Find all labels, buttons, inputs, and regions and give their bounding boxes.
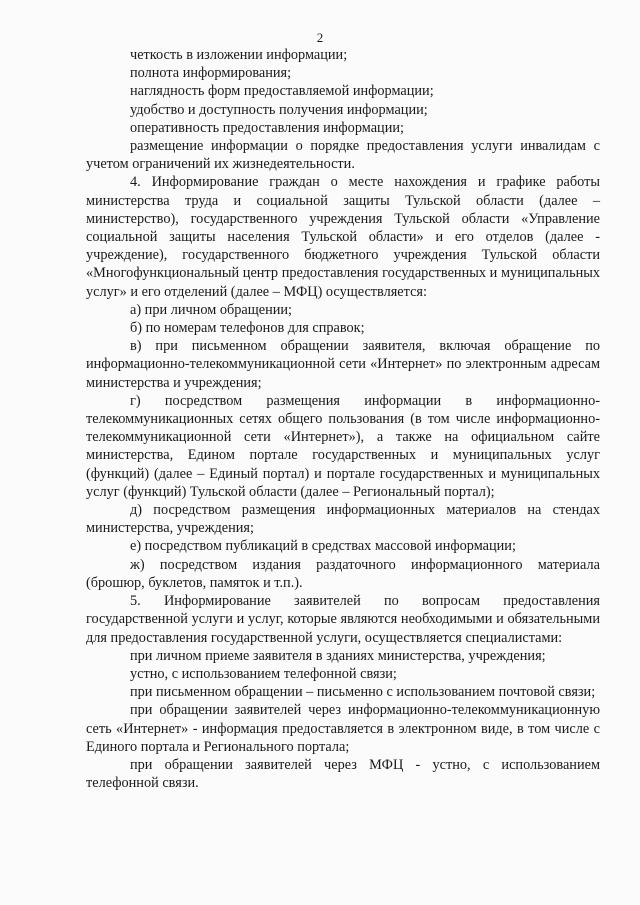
- clause-4-item-g: г) посредством размещения информации в информационно-телекоммуникационных сетях общего пользования (в том числе информационно-телекоммуникационной сети «Интернет»), а также на официальном сайте министерства, Едином портале государственных и муниципальных услуг (функций) (далее – Единый портал) и портале государственных и муниципальных услуг (функций) Тульской области (далее – Региональный портал);: [86, 392, 600, 500]
- list-item-promptness: оперативность предоставления информации;: [130, 119, 404, 136]
- list-item-visual-forms: наглядность форм предоставляемой информации;: [130, 83, 434, 100]
- clause-5-item-phone: устно, с использованием телефонной связи;: [130, 665, 397, 682]
- clause-5-item-written: при письменном обращении – письменно с использованием почтовой связи;: [130, 684, 596, 701]
- list-item-completeness: полнота информирования;: [130, 65, 292, 82]
- clause-4-paragraph: 4. Информирование граждан о месте нахождения и графике работы министерства труда и социальной защиты Тульской области (далее – министерство), государственного учреждения Тульской области «Управление социальной защиты населения Тульской области» и его отделов (далее - учреждение), государственного бюджетного учреждения Тульской области «Многофункциональный центр предоставления государственных и муниципальных услуг» и его отделений (далее – МФЦ) осуществляется:: [86, 174, 600, 300]
- clause-5-paragraph: 5. Информирование заявителей по вопросам предоставления государственной услуги и услуг, которые являются необходимыми и обязательными для предоставления государственной услуги, осуществляется специалистами:: [86, 593, 600, 646]
- clause-5-item-internet: при обращении заявителей через информационно-телекоммуникационную сеть «Интернет» - информация предоставляется в электронном виде, в том числе с Единого портала и Регионального портала;: [86, 702, 600, 755]
- clause-5-item-personal: при личном приеме заявителя в зданиях министерства, учреждения;: [130, 647, 546, 664]
- document-body: [86, 46, 600, 792]
- clause-4-item-d: д) посредством размещения информационных материалов на стендах министерства, учреждения;: [86, 502, 600, 537]
- clause-4-item-v: в) при письменном обращении заявителя, включая обращение по информационно-телекоммуникационной сети «Интернет» по электронным адресам министерства и учреждения;: [86, 338, 600, 391]
- page-number: 2: [316, 30, 324, 45]
- clause-4-item-b: б) по номерам телефонов для справок;: [130, 320, 365, 337]
- clause-5-item-mfc: при обращении заявителей через МФЦ - устно, с использованием телефонной связи.: [86, 756, 600, 792]
- clause-4-item-a: а) при личном обращении;: [130, 301, 293, 318]
- list-item-disabled-access: размещение информации о порядке предоставления услуги инвалидам с учетом ограничений их жизнедеятельности.: [86, 138, 600, 173]
- list-item-clarity: четкость в изложении информации;: [130, 47, 348, 63]
- clause-4-item-e: е) посредством публикаций в средствах массовой информации;: [130, 538, 516, 555]
- list-item-convenience: удобство и доступность получения информации;: [130, 101, 428, 118]
- clause-4-item-zh: ж) посредством издания раздаточного информационного материала (брошюр, буклетов, памяток и т.п.).: [86, 556, 600, 591]
